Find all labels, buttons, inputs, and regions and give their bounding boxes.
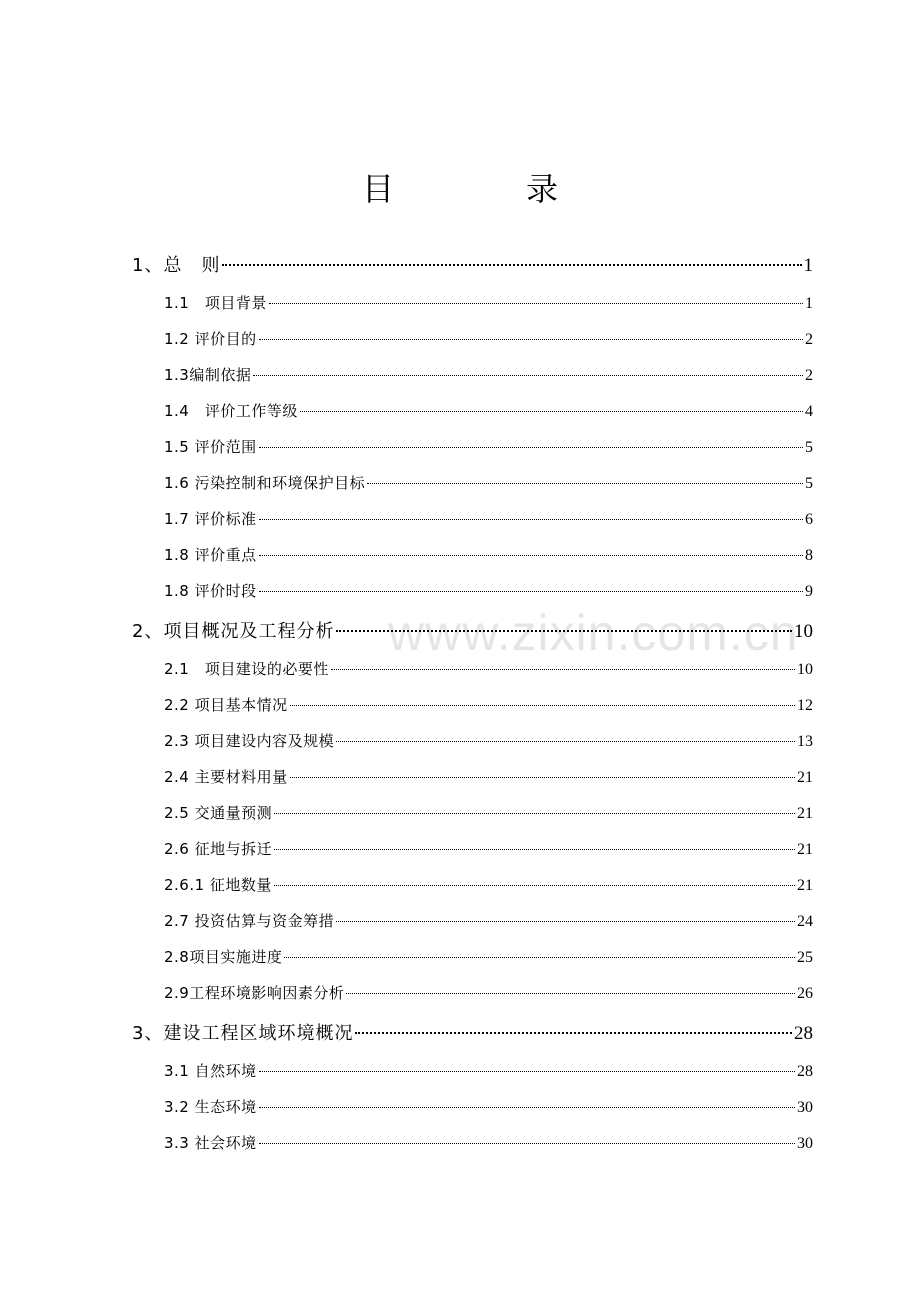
toc-page-number: 5 bbox=[805, 475, 813, 492]
toc-page-number: 4 bbox=[805, 403, 813, 420]
toc-entry-label: 2.1 项目建设的必要性 bbox=[164, 660, 329, 678]
toc-entry-label: 2.7 投资估算与资金筹措 bbox=[164, 912, 335, 930]
toc-section-entry[interactable] bbox=[164, 658, 813, 682]
toc-entry-label: 2.9工程环境影响因素分析 bbox=[164, 984, 345, 1002]
toc-section-entry[interactable] bbox=[164, 982, 813, 1006]
toc-dot-leader bbox=[274, 885, 795, 886]
toc-section-entry[interactable] bbox=[164, 874, 813, 898]
toc-entry-label: 2、项目概况及工程分析 bbox=[132, 621, 335, 642]
toc-dot-leader bbox=[259, 591, 803, 592]
toc-section-entry[interactable] bbox=[164, 730, 813, 754]
toc-page-number: 21 bbox=[797, 841, 813, 858]
toc-dot-leader bbox=[222, 264, 801, 266]
toc-section-entry[interactable] bbox=[164, 400, 813, 424]
toc-entry-label: 2.6 征地与拆迁 bbox=[164, 840, 273, 858]
toc-page-number: 6 bbox=[805, 511, 813, 528]
toc-dot-leader bbox=[259, 1143, 795, 1144]
toc-dot-leader bbox=[259, 1107, 795, 1108]
toc-dot-leader bbox=[253, 375, 803, 376]
toc-page-number: 28 bbox=[794, 1023, 813, 1044]
toc-chapter-entry[interactable] bbox=[132, 617, 813, 645]
toc-page-number: 10 bbox=[797, 661, 813, 678]
toc-entry-label: 2.8项目实施进度 bbox=[164, 948, 283, 966]
toc-section-entry[interactable] bbox=[164, 946, 813, 970]
toc-section-entry[interactable] bbox=[164, 802, 813, 826]
toc-section-entry[interactable] bbox=[164, 364, 813, 388]
toc-chapter-entry[interactable] bbox=[132, 251, 813, 279]
toc-dot-leader bbox=[259, 519, 803, 520]
toc-section-entry[interactable] bbox=[164, 436, 813, 460]
toc-dot-leader bbox=[336, 630, 792, 632]
toc-page-number: 9 bbox=[805, 583, 813, 600]
toc-dot-leader bbox=[336, 741, 795, 742]
toc-dot-leader bbox=[331, 669, 795, 670]
toc-entry-label: 1.8 评价时段 bbox=[164, 582, 257, 600]
toc-section-entry[interactable] bbox=[164, 1096, 813, 1120]
toc-entry-label: 2.4 主要材料用量 bbox=[164, 768, 288, 786]
toc-dot-leader bbox=[269, 303, 803, 304]
toc-page-number: 12 bbox=[797, 697, 813, 714]
toc-section-entry[interactable] bbox=[164, 766, 813, 790]
toc-entry-label: 1.7 评价标准 bbox=[164, 510, 257, 528]
toc-chapter-entry[interactable] bbox=[132, 1019, 813, 1047]
toc-section-entry[interactable] bbox=[164, 328, 813, 352]
toc-entry-label: 1、总 则 bbox=[132, 255, 221, 276]
toc-entry-label: 1.1 项目背景 bbox=[164, 294, 267, 312]
watermark: www.zixin.com.cn bbox=[388, 605, 799, 661]
toc-dot-leader bbox=[259, 1071, 795, 1072]
page-title: 目 录 bbox=[361, 170, 608, 208]
toc-page-number: 28 bbox=[797, 1063, 813, 1080]
toc-entry-label: 1.3编制依据 bbox=[164, 366, 252, 384]
toc-entry-label: 1.2 评价目的 bbox=[164, 330, 257, 348]
toc-dot-leader bbox=[367, 483, 803, 484]
toc-dot-leader bbox=[290, 777, 795, 778]
toc-dot-leader bbox=[355, 1032, 792, 1034]
toc-section-entry[interactable] bbox=[164, 838, 813, 862]
toc-page-number: 21 bbox=[797, 877, 813, 894]
toc-page-number: 10 bbox=[794, 621, 813, 642]
toc-entry-label: 3.1 自然环境 bbox=[164, 1062, 257, 1080]
toc-dot-leader bbox=[284, 957, 795, 958]
toc-page-number: 26 bbox=[797, 985, 813, 1002]
toc-entry-label: 1.6 污染控制和环境保护目标 bbox=[164, 474, 366, 492]
toc-page-number: 21 bbox=[797, 769, 813, 786]
toc-section-entry[interactable] bbox=[164, 1132, 813, 1156]
toc-entry-label: 2.3 项目建设内容及规模 bbox=[164, 732, 335, 750]
toc-section-entry[interactable] bbox=[164, 910, 813, 934]
toc-section-entry[interactable] bbox=[164, 292, 813, 316]
toc-entry-label: 1.8 评价重点 bbox=[164, 546, 257, 564]
toc-dot-leader bbox=[274, 849, 795, 850]
toc-dot-leader bbox=[259, 339, 803, 340]
toc-page-number: 2 bbox=[805, 331, 813, 348]
toc-dot-leader bbox=[290, 705, 795, 706]
toc-section-entry[interactable] bbox=[164, 694, 813, 718]
toc-page-number: 21 bbox=[797, 805, 813, 822]
toc-page-number: 5 bbox=[805, 439, 813, 456]
toc-section-entry[interactable] bbox=[164, 544, 813, 568]
toc-dot-leader bbox=[336, 921, 795, 922]
toc-dot-leader bbox=[259, 555, 803, 556]
toc-entry-label: 3.2 生态环境 bbox=[164, 1098, 257, 1116]
toc-dot-leader bbox=[274, 813, 795, 814]
toc-page-number: 24 bbox=[797, 913, 813, 930]
toc-entry-label: 3.3 社会环境 bbox=[164, 1134, 257, 1152]
toc-page-number: 30 bbox=[797, 1135, 813, 1152]
toc-dot-leader bbox=[346, 993, 795, 994]
toc-entry-label: 2.5 交通量预测 bbox=[164, 804, 273, 822]
toc-page-number: 13 bbox=[797, 733, 813, 750]
toc-page-number: 1 bbox=[803, 255, 813, 276]
toc-page-number: 2 bbox=[805, 367, 813, 384]
toc-page-number: 30 bbox=[797, 1099, 813, 1116]
toc-entry-label: 2.6.1 征地数量 bbox=[164, 876, 272, 894]
toc-page-number: 25 bbox=[797, 949, 813, 966]
toc-dot-leader bbox=[259, 447, 803, 448]
toc-entry-label: 1.4 评价工作等级 bbox=[164, 402, 298, 420]
toc-section-entry[interactable] bbox=[164, 508, 813, 532]
toc-dot-leader bbox=[300, 411, 803, 412]
toc-page-number: 8 bbox=[805, 547, 813, 564]
toc-entry-label: 3、建设工程区域环境概况 bbox=[132, 1023, 354, 1044]
toc-entry-label: 2.2 项目基本情况 bbox=[164, 696, 288, 714]
toc-page-number: 1 bbox=[805, 295, 813, 312]
toc-section-entry[interactable] bbox=[164, 580, 813, 604]
toc-section-entry[interactable] bbox=[164, 472, 813, 496]
toc-entry-label: 1.5 评价范围 bbox=[164, 438, 257, 456]
toc-section-entry[interactable] bbox=[164, 1060, 813, 1084]
